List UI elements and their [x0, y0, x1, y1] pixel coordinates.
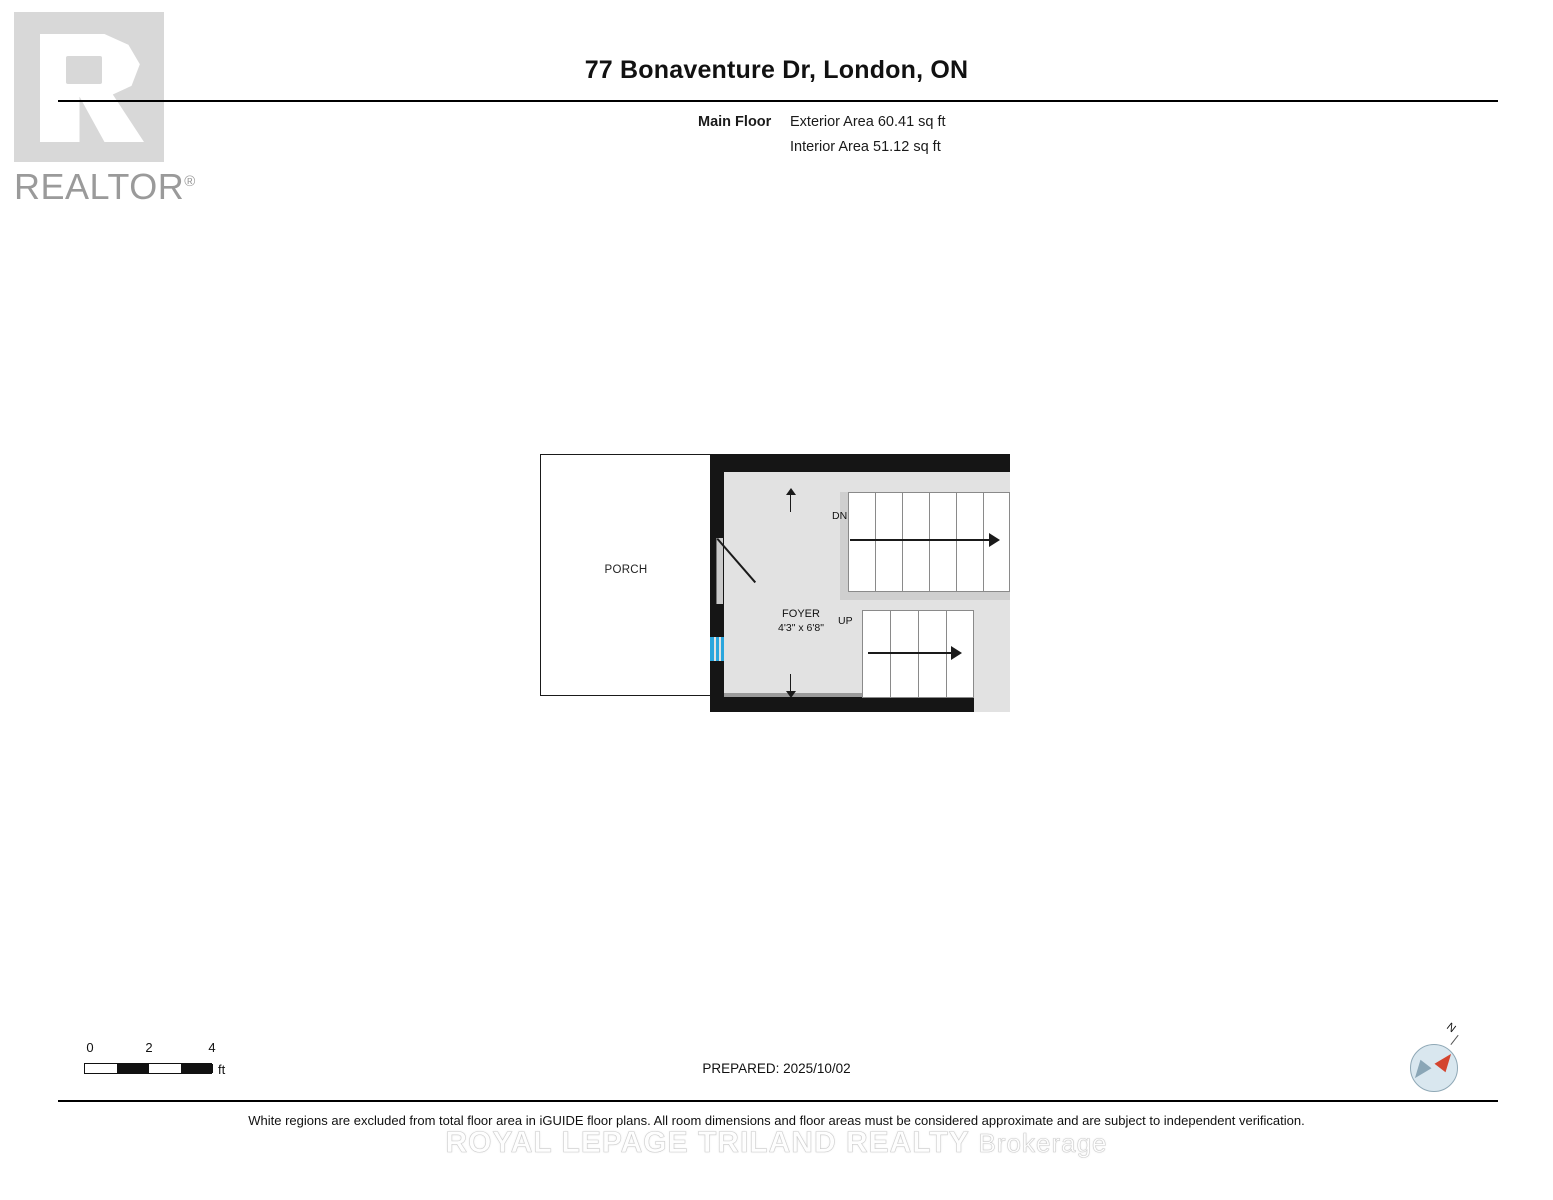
dimension-arrow-up-icon	[790, 494, 791, 512]
compass-icon	[1404, 1022, 1466, 1092]
wall-bottom	[710, 697, 974, 712]
foyer-dimensions: 4'3" x 6'8"	[778, 622, 824, 634]
window-icon	[710, 637, 724, 661]
compass-north-tick	[1450, 1035, 1458, 1045]
stair-tread	[918, 611, 919, 697]
floor-label: Main Floor	[698, 114, 772, 130]
dimension-arrow-down-icon	[790, 674, 791, 692]
foyer-room-label	[746, 607, 856, 635]
stair-tread	[946, 611, 947, 697]
stair-tread	[890, 611, 891, 697]
realtor-wordmark-text: REALTOR	[14, 166, 185, 207]
stairs-down-label: DN	[832, 510, 848, 522]
realtor-logo	[8, 8, 198, 208]
brokerage-watermark	[0, 1126, 1553, 1160]
page-title: 77 Bonaventure Dr, London, ON	[584, 56, 969, 84]
stairs-up-arrow-icon	[868, 652, 960, 654]
stair-tread	[875, 493, 876, 591]
realtor-r-glyph	[40, 34, 144, 142]
interior-area-value: Interior Area 51.12 sq ft	[790, 139, 941, 155]
floor-meta	[698, 110, 1298, 160]
wall-top	[710, 454, 1010, 472]
realtor-wordmark	[14, 166, 196, 208]
stairs-down-arrow-icon	[850, 539, 998, 541]
header-divider	[58, 100, 1498, 102]
floor-plan	[540, 452, 1020, 722]
foyer-name: FOYER	[782, 608, 820, 620]
brokerage-suffix: Brokerage	[978, 1128, 1108, 1158]
scale-tick-labels	[84, 1040, 234, 1060]
floor-meta-row-interior	[698, 135, 1298, 160]
prepared-date: PREPARED: 2025/10/02	[702, 1061, 851, 1076]
stairs-up-label: UP	[838, 615, 853, 627]
stairs-down	[848, 492, 1010, 592]
scale-unit-label: ft	[218, 1062, 226, 1077]
realtor-r-mark	[14, 12, 164, 162]
exterior-area-value: Exterior Area 60.41 sq ft	[790, 114, 946, 130]
door-leaf	[716, 538, 723, 604]
entry-door	[716, 538, 768, 604]
porch-label: PORCH	[604, 564, 648, 576]
scale-tick-0: 0	[86, 1040, 94, 1055]
stair-tread	[929, 493, 930, 591]
compass-north-label: N	[1444, 1020, 1458, 1036]
brokerage-name: ROYAL LEPAGE TRILAND REALTY	[445, 1126, 970, 1159]
disclaimer-text: White regions are excluded from total floor area in iGUIDE floor plans. All room dimensions and floor areas must be considered approximate and are subject to independent verification.	[248, 1113, 1305, 1128]
stair-tread	[983, 493, 984, 591]
scale-tick-1: 2	[145, 1040, 153, 1055]
footer-divider	[58, 1100, 1498, 1102]
stair-tread	[902, 493, 903, 591]
stair-tread	[956, 493, 957, 591]
scale-tick-2: 4	[208, 1040, 216, 1055]
registered-mark: ®	[184, 173, 196, 190]
floor-meta-row-exterior	[698, 110, 1298, 135]
